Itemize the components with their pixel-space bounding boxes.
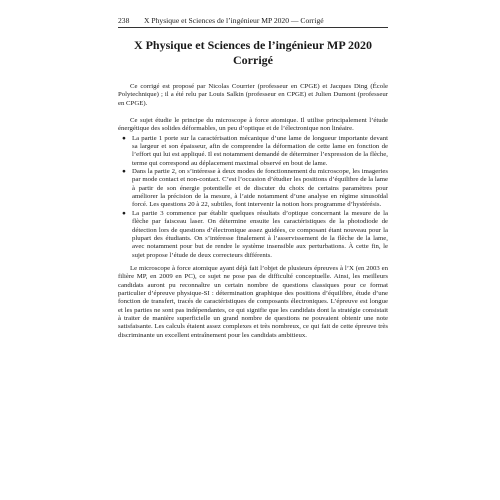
bullet-icon: ● <box>122 168 126 176</box>
list-item <box>122 209 388 260</box>
list-item-text: La partie 1 porte sur la caractérisation mécanique d’une lame de longueur importante devant sa largeur et son épaisseur, afin de comprendre la déformation de cette lame en fonction de l’effort qui lui est appliqué. Il est notamment demandé de déterminer l’expression de la flèche, terme qui correspond au déplacement maximal observé en bout de lame. <box>132 134 388 167</box>
bullet-icon: ● <box>122 209 126 217</box>
title-line-2: Corrigé <box>233 53 273 67</box>
title-line-1: X Physique et Sciences de l’ingénieur MP 2020 <box>133 38 373 52</box>
page-title <box>118 38 388 68</box>
list-item-text: Dans la partie 2, on s’intéresse à deux modes de fonctionnement du microscope, les imageries par mode contact et non-contact. C’est l’occasion d’étudier les positions d’équilibre de la lame à partir de son énergie potentielle et de discuter du choix de certains paramètres pour améliorer la précision de la mesure, à l’aide notamment d’une analyse en régime sinusoïdal forcé. Les questions 20 à 22, subtiles, font intervenir la notion hors programme d’hystérésis. <box>132 168 388 209</box>
running-header <box>118 15 388 28</box>
running-title: X Physique et Sciences de l’ingénieur MP 2020 — Corrigé <box>144 16 324 25</box>
bullet-icon: ● <box>122 134 126 142</box>
list-item <box>122 168 388 210</box>
closing-paragraph: Le microscope à force atomique ayant déjà fait l’objet de plusieurs épreuves à l’X (en 2003 en filière MP, en 2009 en PC), ce sujet ne pose pas de difficulté conceptuelle. Ainsi, les meilleurs candidats auront pu reconnaître un certain nombre de questions classiques pour ce format particulier d’épreuve physique-SI : détermination graphique des positions d’équilibre, étude d’une fonction de transfert, tracés de caractéristiques de composants électroniques. L’épreuve est longue et les parties ne sont pas indépendantes, ce qui signifie que les candidats dont la stratégie consistait à traiter de manière superficielle un grand nombre de questions ne pouvaient obtenir une note satisfaisante. Les calculs étaient assez complexes et très nombreux, ce qui fait de cette épreuve très discriminante un excellent entraînement pour les candidats ambitieux. <box>118 264 388 339</box>
credits-paragraph: Ce corrigé est proposé par Nicolas Courrier (professeur en CPGE) et Jacques Ding (École Polytechnique) ; il a été relu par Louis Salkin (professeur en CPGE) et Julien Dumont (professeur en CPGE). <box>118 83 388 107</box>
page-number: 238 <box>118 16 130 25</box>
list-item <box>122 134 388 168</box>
parts-list <box>118 135 388 260</box>
body-text <box>118 83 388 340</box>
list-item-text: La partie 3 commence par établir quelques résultats d’optique concernant la mesure de la flèche par faisceau laser. On détermine ensuite les caractéristiques de la photodiode de détection lors de questions d’électronique assez guidées, ce composant étant nouveau pour la plupart des étudiants. On s’intéresse finalement à l’asservissement de la flèche de la lame, avec notamment pour but de rendre le système insensible aux perturbations. À cette fin, le sujet propose l’étude de deux correcteurs différents. <box>132 209 388 259</box>
subject-summary-paragraph: Ce sujet étudie le principe du microscope à force atomique. Il utilise principalement l’étude énergétique des solides déformables, un peu d’optique et de l’électronique non linéaire. <box>118 117 388 133</box>
